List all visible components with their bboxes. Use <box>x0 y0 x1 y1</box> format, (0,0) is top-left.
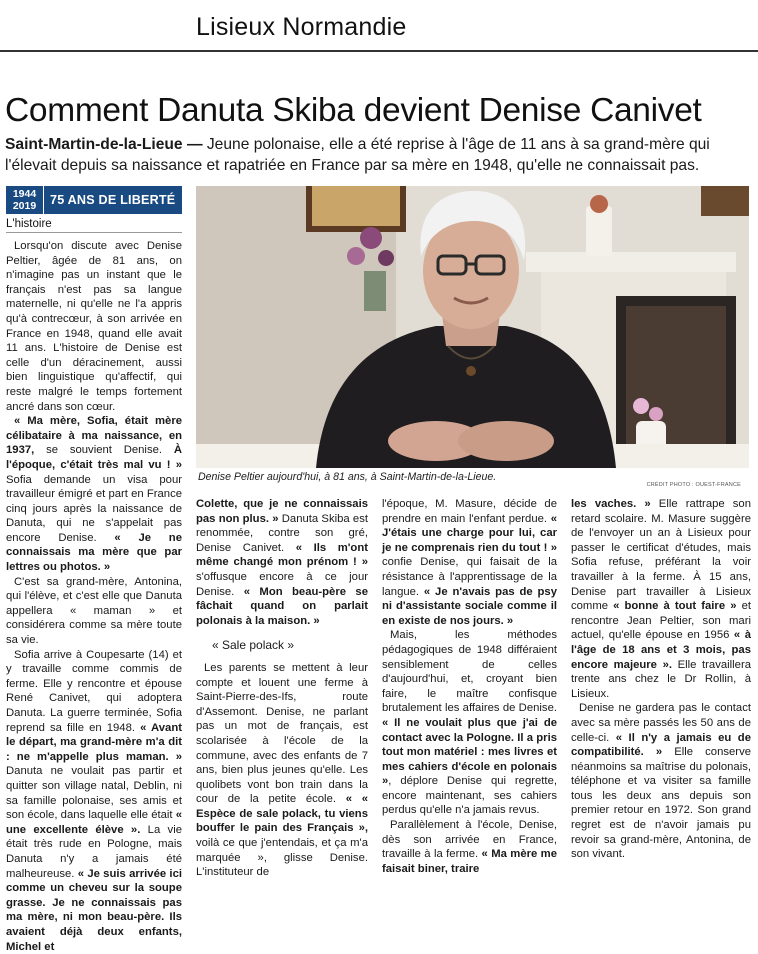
text-column-1 <box>6 239 182 954</box>
subhead: « Sale polack » <box>212 638 295 653</box>
paragraph: les vaches. » Elle rattrape son retard scolaire. M. Masure suggère de l'envoyer un an à Lisieux pour passer le certificat d'études, mais Sofia refuse, préférant la voir travailler à la ferme. À 15 ans, Denise part travailler à Lisieux comme « bonne à tout faire » et rencontre Jean Peltier, son mari actuel, qu'elle épouse en 1956 « à l'âge de 18 ans et 3 mois, pas encore majeure ». Elle travaillera trente ans chez le Dr Rollin, à Lisieux. <box>571 498 752 700</box>
badge-label: 75 ANS DE LIBERTÉ <box>50 193 176 207</box>
text-column-2 <box>196 497 368 880</box>
paragraph: Sofia arrive à Coupesarte (14) et y travaille comme commis de ferme. Elle y rencontre et épouse René Canivet, qui adoptera Danuta. La guerre terminée, Sofia reprend sa fille en 1948. « Avant le départ, ma grand-mère m'a dit : ne m'appelle plus maman. » Danuta ne voulait pas partir et quitter son village natal, Deblin, ni sa famille polonaise, ses amis et son école, dans laquelle elle était « une excellente élève ». La vie était très rude en Pologne, mais Danuta n'y a jamais été malheureuse. « Je suis arrivée ici comme un cheveu sur la soupe grasse. Je ne connaissais pas ma mère, ni mon beau-père. Ils avaient déjà deux enfants, Michel et <box>6 648 183 953</box>
badge-year-end: 2019 <box>12 200 37 212</box>
paragraph: « Ma mère, Sofia, était mère célibataire à ma naissance, en 1937, se souvient Denise. À l'époque, c'était très mal vu ! » Sofia demande un visa pour travailleur émigré et part en France cinq jours après la naissance de Danuta, qui ne s'appelait pas encore Denise. « Je ne connaissais ma mère que par lettres ou photos. » <box>6 415 182 574</box>
paragraph: C'est sa grand-mère, Antonina, qui l'élève, et c'est elle que Danuta appellera « maman » et considérera comme sa mère toute sa vie. <box>6 575 182 647</box>
article-kicker: L'histoire <box>6 218 182 233</box>
article-headline: Comment Danuta Skiba devient Denise Canivet <box>5 92 702 129</box>
paragraph: l'époque, M. Masure, décide de prendre en main l'enfant perdue. « J'étais une charge pour lui, car je ne comprenais rien du tout ! » confie Denise, qui faisait de la résistance à l'apprentissage de la langue. « Je n'avais pas de psy ni d'assistante sociale comme il en existe de nos jours. » <box>382 498 557 627</box>
paragraph: Parallèlement à l'école, Denise, dès son arrivée en France, travaille à la ferme. « Ma mère me faisait biner, traire <box>382 819 558 875</box>
photo-credit: CRÉDIT PHOTO : OUEST-FRANCE <box>646 482 741 488</box>
lede-text: Jeune polonaise, elle a été reprise à l'âge de 11 ans à sa grand-mère qui l'élevait depuis sa naissance et rapatriée en France par sa mère en 1948, qu'elle ne connaissait pas. <box>5 136 710 174</box>
paragraph: Mais, les méthodes pédagogiques de 1948 différaient sensiblement de celles d'aujourd'hui, et, croyant bien faire, le maître confisque brutalement les affaires de Denise. « Il ne voulait plus que j'ai de contact avec la Pologne. Il a pris tout mon matériel : mes livres et mes cahiers d'école en polonais », déplore Denise qui regrette, encore maintenant, ses cahiers perdus qu'elle n'a jamais revus. <box>382 629 557 817</box>
section-title: Lisieux Normandie <box>196 13 407 41</box>
article-lede <box>5 134 753 176</box>
badge-years <box>6 186 44 214</box>
text-column-3 <box>382 497 557 876</box>
portrait-illustration <box>196 186 749 468</box>
text-column-4 <box>571 497 751 862</box>
badge-year-start: 1944 <box>12 188 37 200</box>
header-rule <box>0 50 758 52</box>
anniversary-badge <box>6 186 182 214</box>
photo-caption: Denise Peltier aujourd'hui, à 81 ans, à Saint-Martin-de-la-Lieue. <box>198 471 497 483</box>
section-header <box>0 0 758 52</box>
lede-place: Saint-Martin-de-la-Lieue — <box>5 136 203 153</box>
paragraph: Les parents se mettent à leur compte et louent une ferme à Saint-Pierre-des-Ifs, route d'Assemont. Denise, ne parlant pas un mot de français, est scolarisée à l'école de la commune, avec des enfants de 7 ans, bien plus jeunes qu'elle. Les quolibets vont bon train dans la cour de la petite école. « « Espèce de sale polack, tu viens bouffer le pain des Français », voilà ce que j'entendais, et ça m'a marquée », glisse Denise. L'instituteur de <box>196 661 369 879</box>
paragraph: Lorsqu'on discute avec Denise Peltier, âgée de 81 ans, on n'imagine pas un instant que le français n'est pas sa langue maternelle, ni qu'elle ne l'a appris qu'à contrecœur, à son arrivée en France en 1948, quand elle avait 11 ans. L'histoire de Denise est celle d'un déracinement, aussi bien linguistique qu'affectif, qui reste malgré le temps fortement ancré dans son cœur. <box>6 240 182 413</box>
paragraph: Denise ne gardera pas le contact avec sa mère passés les 50 ans de celle-ci. « Il n'y a jamais eu de compatibilité. » Elle conserve néanmoins sa maîtrise du polonais, téléphone et va visiter sa famille tous les deux ans depuis son premier retour en 1972. Son grand regret est de n'avoir jamais pu revoir sa grand-mère, Antonina, de son vivant. <box>571 702 751 861</box>
paragraph: Colette, que je ne connaissais pas non plus. » Danuta Skiba est renommée, contre son gré, Denise Canivet. « Ils m'ont même changé mon prénom ! » s'offusque encore à ce jour Denise. « Mon beau-père se fâchait quand on parlait polonais à la maison. » <box>196 498 368 627</box>
